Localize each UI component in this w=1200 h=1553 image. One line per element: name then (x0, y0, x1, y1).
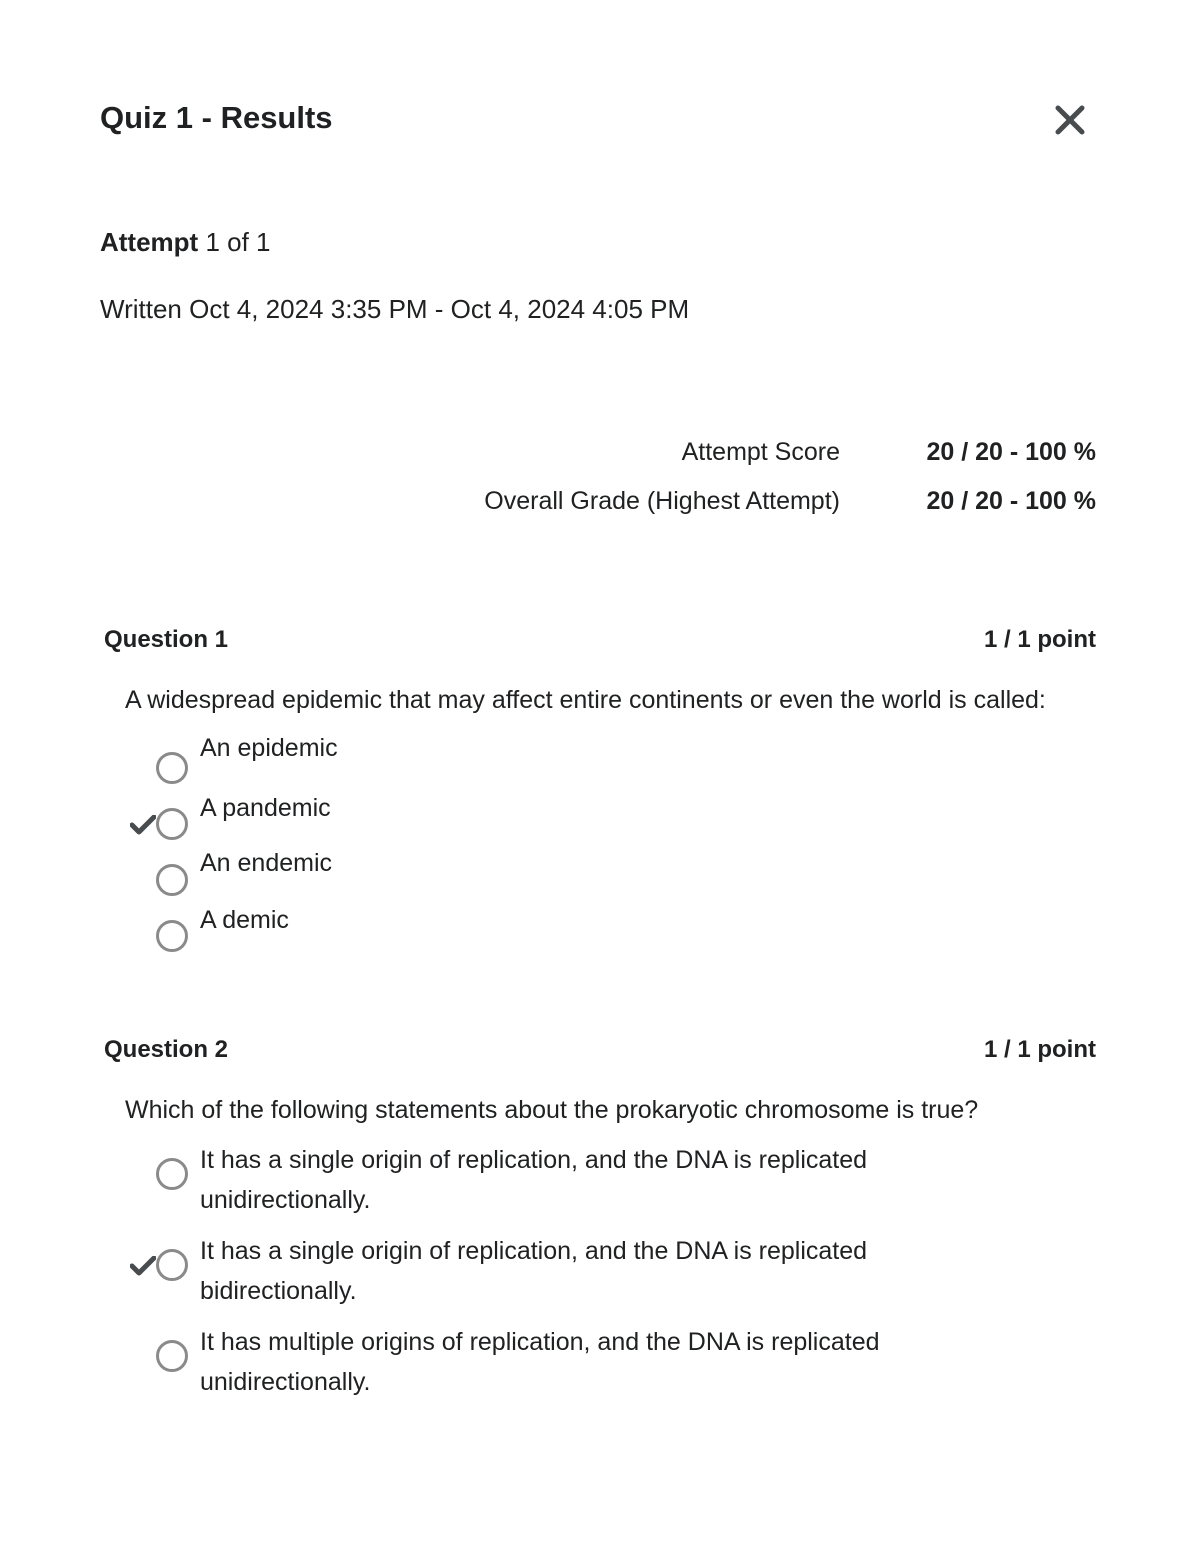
radio-button[interactable] (156, 1340, 188, 1372)
question-points: 1 / 1 point (983, 626, 1096, 653)
close-icon (1054, 104, 1086, 136)
attempt-label-bold: Attempt (100, 227, 199, 257)
attempt-score-value: 20 / 20 - 100 % (926, 438, 1096, 466)
attempt-score-row (484, 428, 1096, 477)
answer-option-text: It has a single origin of replication, and the DNA is replicated unidirectionally. (200, 1146, 868, 1214)
question-points: 1 / 1 point (983, 1036, 1096, 1063)
close-button[interactable] (1046, 96, 1094, 144)
overall-grade-value: 20 / 20 - 100 % (926, 487, 1096, 515)
answer-option (128, 1237, 1096, 1332)
attempt-label (100, 224, 271, 260)
attempt-score-label: Attempt Score (681, 438, 840, 466)
radio-button[interactable] (156, 920, 188, 952)
question-header (104, 620, 1096, 660)
check-slot (128, 1150, 156, 1190)
question-header (104, 1030, 1096, 1070)
check-slot (128, 856, 156, 896)
check-slot (128, 1241, 156, 1281)
question-title: Question 2 (104, 1036, 229, 1063)
answer-option-text: A demic (200, 906, 289, 934)
radio-button[interactable] (156, 1249, 188, 1281)
check-slot (128, 800, 156, 840)
question-title: Question 1 (104, 626, 229, 653)
question-2 (104, 1030, 1096, 1423)
check-slot (128, 1332, 156, 1372)
radio-button[interactable] (156, 752, 188, 784)
answer-option-text: An epidemic (200, 734, 338, 762)
answer-option (128, 1328, 1096, 1423)
checkmark-icon (130, 1256, 156, 1276)
answer-option-text: It has multiple origins of replication, and the DNA is replicated unidirectionally. (200, 1328, 880, 1396)
question-text: Which of the following statements about the prokaryotic chromosome is true? (125, 1096, 979, 1124)
check-slot (128, 912, 156, 952)
answer-options (104, 734, 1096, 968)
written-timestamp: Written Oct 4, 2024 3:35 PM - Oct 4, 2024 4:05 PM (100, 294, 690, 324)
radio-button[interactable] (156, 1158, 188, 1190)
radio-button[interactable] (156, 808, 188, 840)
answer-options (104, 1146, 1096, 1423)
page-title: Quiz 1 - Results (100, 100, 333, 135)
question-1 (104, 620, 1096, 968)
answer-option-text: It has a single origin of replication, and the DNA is replicated bidirectionally. (200, 1237, 868, 1305)
answer-option (128, 906, 1096, 968)
checkmark-icon (130, 815, 156, 835)
answer-option-text: An endemic (200, 849, 333, 877)
attempt-label-count: 1 of 1 (198, 227, 271, 257)
check-slot (128, 744, 156, 784)
question-text: A widespread epidemic that may affect entire continents or even the world is called: (125, 686, 1046, 714)
radio-button[interactable] (156, 864, 188, 896)
overall-grade-row (484, 477, 1096, 526)
overall-grade-label: Overall Grade (Highest Attempt) (484, 487, 840, 515)
answer-option-text: A pandemic (200, 794, 331, 822)
answer-option (128, 1146, 1096, 1241)
score-summary (484, 428, 1096, 526)
